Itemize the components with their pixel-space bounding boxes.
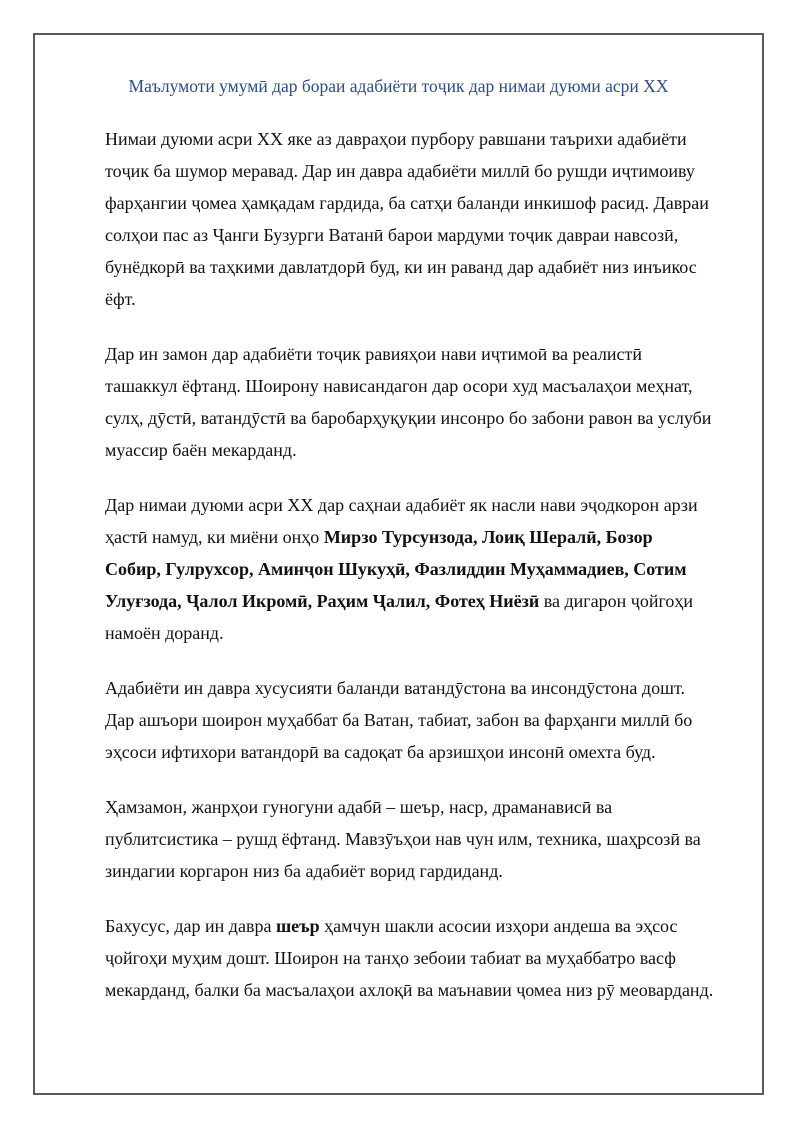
paragraph — [105, 791, 765, 887]
text-run: ҳамчун шакли асосии изҳори андеша ва эҳсос — [319, 916, 678, 936]
text-line — [105, 155, 765, 187]
text-run: бунёдкорӣ ва таҳкими давлатдорӣ буд, ки ин раванд дар адабиёт низ инъикос — [105, 257, 697, 277]
text-run: мекарданд, балки ба масъалаҳои ахлоқӣ ва маънавии ҷомеа низ рӯ меоварданд. — [105, 980, 714, 1000]
text-line — [105, 123, 765, 155]
text-line — [105, 910, 765, 942]
document-body — [105, 123, 765, 1029]
text-run: ҳастӣ намуд, ки миёни онҳо — [105, 527, 324, 547]
text-run: Ҳамзамон, жанрҳои гуногуни адабӣ – шеър, наср, драманависӣ ва — [105, 797, 613, 817]
text-line — [105, 283, 765, 315]
text-run: тоҷик ба шумор меравад. Дар ин давра адабиёти миллӣ бо рушди иҷтимоиву — [105, 161, 695, 181]
text-run: Дар ин замон дар адабиёти тоҷик равияҳои нави иҷтимоӣ ва реалистӣ — [105, 344, 642, 364]
text-run: ташаккул ёфтанд. Шоирону нависандагон дар осори худ масъалаҳои меҳнат, — [105, 376, 693, 396]
text-line — [105, 370, 765, 402]
text-run: зиндагии коргарон низ ба адабиёт ворид гардиданд. — [105, 861, 503, 881]
text-line — [105, 521, 765, 553]
text-line — [105, 736, 765, 768]
text-line — [105, 219, 765, 251]
text-line — [105, 974, 765, 1006]
paragraph — [105, 489, 765, 649]
bold-text: Собир, Гулрухсор, Аминҷон Шукуҳӣ, Фазлиддин Муҳаммадиев, Сотим — [105, 559, 687, 579]
text-run: Адабиёти ин давра хусусияти баланди ватандӯстона ва инсондӯстона дошт. — [105, 678, 685, 698]
text-line — [105, 704, 765, 736]
text-line — [105, 187, 765, 219]
text-line — [105, 434, 765, 466]
text-line — [105, 855, 765, 887]
text-line — [105, 251, 765, 283]
text-run: эҳсоси ифтихори ватандорӣ ва садоқат ба арзишҳои инсонӣ омехта буд. — [105, 742, 656, 762]
text-line — [105, 553, 765, 585]
text-run: ёфт. — [105, 289, 136, 309]
text-line — [105, 672, 765, 704]
text-run: Дар ашъори шоирон муҳаббат ба Ватан, табиат, забон ва фарҳанги миллӣ бо — [105, 710, 693, 730]
text-run: ҷойгоҳи муҳим дошт. Шоирон на танҳо зебоии табиат ва муҳаббатро васф — [105, 948, 676, 968]
text-line — [105, 942, 765, 974]
text-run: публитсистика – рушд ёфтанд. Мавзӯъҳои нав чун илм, техника, шаҳрсозӣ ва — [105, 829, 701, 849]
document-title: Маълумоти умумӣ дар бораи адабиёти тоҷик дар нимаи дуюми асри XX — [128, 76, 669, 96]
text-run: Бахусус, дар ин давра — [105, 916, 276, 936]
paragraph — [105, 672, 765, 768]
paragraph — [105, 338, 765, 466]
text-run: сулҳ, дӯстӣ, ватандӯстӣ ва баробарҳуқуқии инсонро бо забони равон ва услуби — [105, 408, 712, 428]
text-run: ва дигарон ҷойгоҳи — [539, 591, 694, 611]
bold-text: шеър — [275, 916, 320, 936]
bold-text: Улуғзода, Ҷалол Икромӣ, Раҳим Ҷалил, Фотеҳ Ниёзӣ — [105, 591, 540, 611]
paragraph — [105, 123, 765, 315]
text-run: Нимаи дуюми асри XX яке аз давраҳои пурбору равшани таърихи адабиёти — [105, 129, 687, 149]
text-line — [105, 402, 765, 434]
text-line — [105, 791, 765, 823]
text-run: солҳои пас аз Ҷанги Бузурги Ватанӣ барои мардуми тоҷик давраи навсозӣ, — [105, 225, 679, 245]
text-run: муассир баён мекарданд. — [105, 440, 297, 460]
text-line — [105, 585, 765, 617]
bold-text: Мирзо Турсунзода, Лоиқ Шералӣ, Бозор — [323, 527, 653, 547]
text-run: намоён доранд. — [105, 623, 224, 643]
text-line — [105, 617, 765, 649]
paragraph — [105, 910, 765, 1006]
text-run: Дар нимаи дуюми асри XX дар саҳнаи адабиёт як насли нави эҷодкорон арзи — [105, 495, 698, 515]
text-line — [105, 489, 765, 521]
text-line — [105, 823, 765, 855]
text-run: фарҳангии ҷомеа ҳамқадам гардида, ба сатҳи баланди инкишоф расид. Давраи — [105, 193, 709, 213]
text-line — [105, 338, 765, 370]
